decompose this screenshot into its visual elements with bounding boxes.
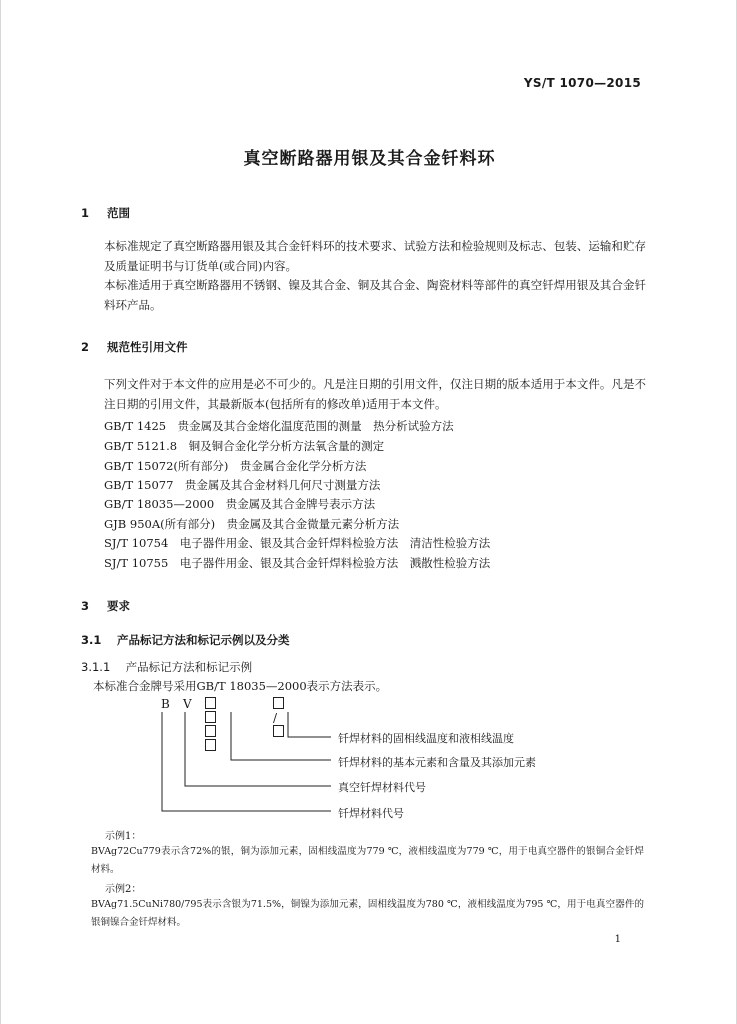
- section-number: 3.1.1: [81, 660, 111, 674]
- section-title: 规范性引用文件: [107, 340, 188, 354]
- section-number: 3: [81, 599, 90, 613]
- temperature-boxes: [273, 697, 285, 739]
- marking-intro: 本标准合金牌号采用GB/T 18035—2000表示方法表示。: [93, 679, 388, 693]
- element-boxes: [205, 697, 217, 753]
- reference-item: SJ/T 10755 电子器件用金、银及其合金钎焊料检验方法 溅散性检验方法: [104, 556, 491, 570]
- reference-item: GB/T 18035—2000 贵金属及其合金牌号表示方法: [104, 497, 376, 511]
- section-heading-requirements: [81, 598, 130, 614]
- example-1-body: BVAg72Cu779表示含72%的银，铜为添加元素，固相线温度为779 ℃，液相线温度为779 ℃，用于电真空器件的银铜合金钎焊材料。: [91, 846, 644, 875]
- standard-number: YS/T 1070—2015: [523, 76, 641, 90]
- scope-paragraph-2: [81, 276, 646, 315]
- references-intro: [81, 375, 646, 414]
- section-number: 2: [81, 340, 90, 354]
- example-1-text: [81, 843, 644, 879]
- reference-item: GB/T 15072(所有部分) 贵金属合金化学分析方法: [104, 459, 367, 473]
- document-title: 真空断路器用银及其合金钎料环: [243, 149, 496, 169]
- scope-paragraph-1: [81, 237, 646, 276]
- section-title: 要求: [107, 599, 131, 613]
- section-title: 产品标记方法和标记示例: [125, 660, 253, 674]
- scope-text-1: 本标准规定了真空断路器用银及其合金钎料环的技术要求、试验方法和检验规则及标志、包装、运输和贮存及质量证明书与订货单(或合同)内容。: [104, 239, 646, 273]
- scope-text-2: 本标准适用于真空断路器用不锈钢、镍及其合金、铜及其合金、陶瓷材料等部件的真空钎焊用银及其合金钎料环产品。: [104, 278, 646, 312]
- example-2-text: [81, 896, 644, 932]
- diagram-label-elements: 钎焊材料的基本元素和含量及其添加元素: [338, 756, 536, 769]
- code-letter-v: V: [183, 697, 192, 711]
- example-1-label: 示例1：: [105, 831, 142, 842]
- section-heading-scope: [81, 205, 130, 221]
- diagram-label-vacuum-code: 真空钎焊材料代号: [338, 781, 426, 794]
- reference-item: SJ/T 10754 电子器件用金、银及其合金钎焊料检验方法 清洁性检验方法: [104, 536, 491, 550]
- section-title: 产品标记方法和标记示例以及分类: [117, 633, 290, 647]
- section-heading-3-1-1: [81, 659, 252, 675]
- reference-item: GB/T 1425 贵金属及其合金熔化温度范围的测量 热分析试验方法: [104, 419, 454, 433]
- references-intro-text: 下列文件对于本文件的应用是必不可少的。凡是注日期的引用文件，仅注日期的版本适用于本文件。凡是不注日期的引用文件，其最新版本(包括所有的修改单)适用于本文件。: [104, 377, 646, 411]
- section-heading-references: [81, 339, 188, 355]
- example-2-label: 示例2：: [105, 884, 142, 895]
- section-number: 1: [81, 206, 90, 220]
- code-slash: /: [273, 711, 278, 725]
- reference-item: GB/T 15077 贵金属及其合金材料几何尺寸测量方法: [104, 478, 381, 492]
- example-2-body: BVAg71.5CuNi780/795表示含银为71.5%，铜镍为添加元素，固相线温度为780 ℃，液相线温度为795 ℃，用于电真空器件的银铜镍合金钎焊材料。: [91, 899, 644, 928]
- section-heading-3-1: [81, 632, 290, 648]
- page-number: 1: [614, 934, 621, 945]
- section-number: 3.1: [81, 633, 102, 647]
- code-letter-b: B: [161, 697, 170, 711]
- section-title: 范围: [107, 206, 131, 220]
- reference-item: GJB 950A(所有部分) 贵金属及其合金微量元素分析方法: [104, 517, 400, 531]
- diagram-label-material-code: 钎焊材料代号: [338, 807, 404, 820]
- diagram-label-temperature: 钎焊材料的固相线温度和液相线温度: [338, 732, 514, 745]
- reference-item: GB/T 5121.8 铜及铜合金化学分析方法氧含量的测定: [104, 439, 385, 453]
